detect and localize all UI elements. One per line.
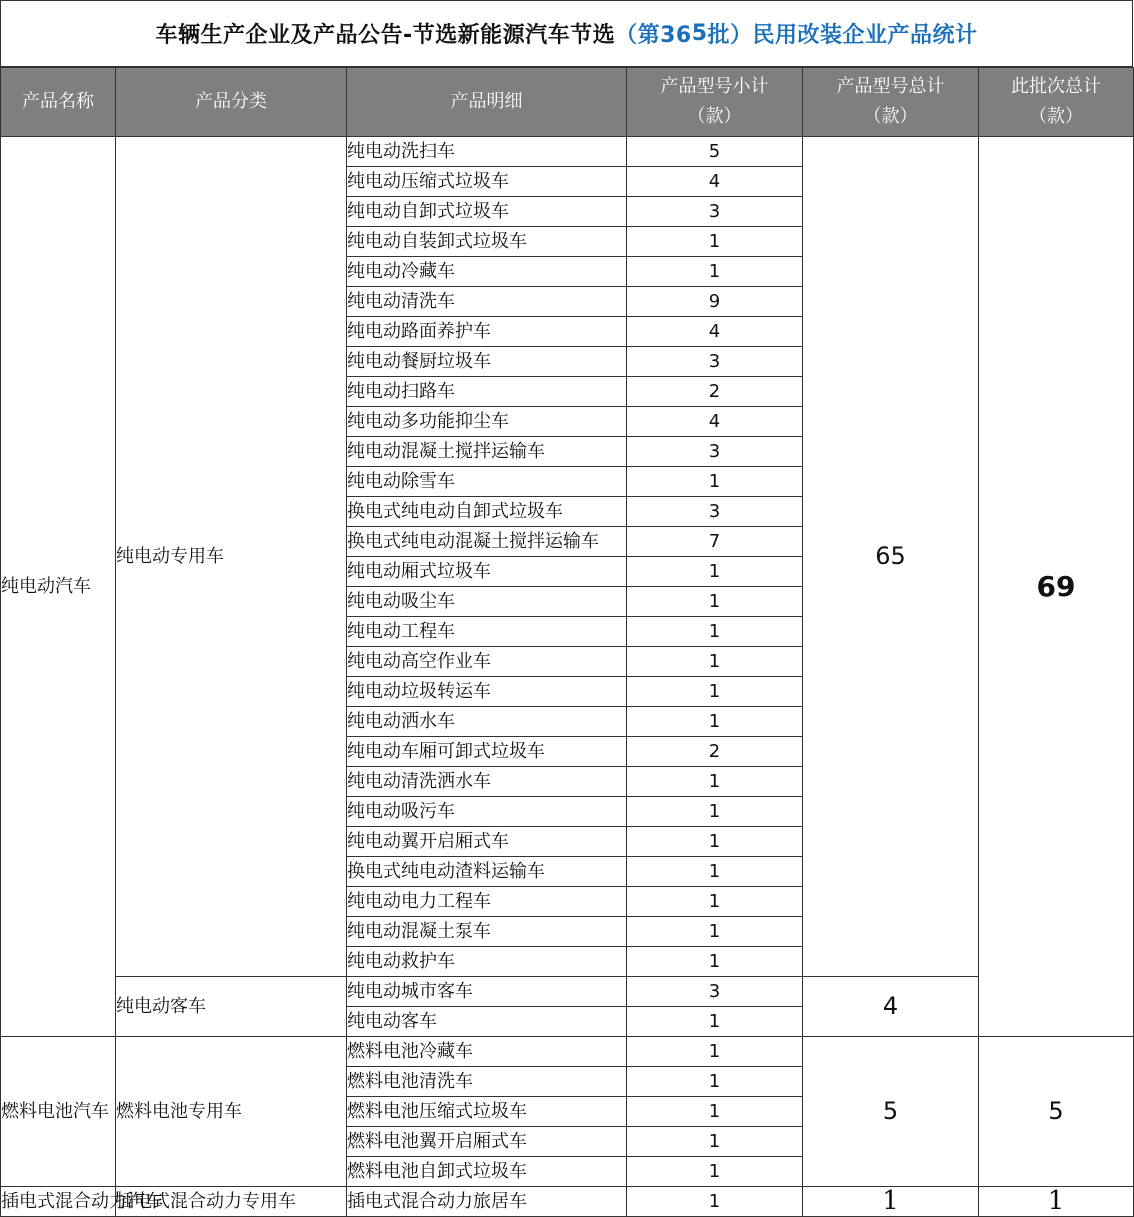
subtotal-cell: 1 xyxy=(627,647,803,677)
batch-total-cell: 1 xyxy=(979,1187,1134,1217)
product-detail-cell: 纯电动吸污车 xyxy=(347,797,627,827)
product-detail-cell: 燃料电池清洗车 xyxy=(347,1067,627,1097)
product-detail-cell: 纯电动垃圾转运车 xyxy=(347,677,627,707)
product-detail-cell: 纯电动厢式垃圾车 xyxy=(347,557,627,587)
subtotal-cell: 1 xyxy=(627,1187,803,1217)
product-detail-cell: 纯电动电力工程车 xyxy=(347,887,627,917)
product-category-cell: 纯电动专用车 xyxy=(116,137,347,977)
page-title xyxy=(0,0,1133,67)
product-detail-cell: 插电式混合动力旅居车 xyxy=(347,1187,627,1217)
model-total-cell: 65 xyxy=(803,137,979,977)
product-detail-cell: 纯电动车厢可卸式垃圾车 xyxy=(347,737,627,767)
table-row xyxy=(1,1187,1134,1217)
table-row xyxy=(1,977,1134,1007)
title-batch-number: 5 xyxy=(691,21,708,46)
header-subtotal-line1: 产品型号小计 xyxy=(660,76,769,97)
subtotal-cell: 1 xyxy=(627,617,803,647)
product-detail-cell: 纯电动餐厨垃圾车 xyxy=(347,347,627,377)
header-batch-line2: （款） xyxy=(1029,106,1083,127)
header-batch-line1: 此批次总计 xyxy=(1011,76,1101,97)
statistics-table xyxy=(0,67,1134,1217)
subtotal-cell: 1 xyxy=(627,1037,803,1067)
product-name-cell: 燃料电池汽车 xyxy=(1,1037,116,1187)
product-detail-cell: 燃料电池压缩式垃圾车 xyxy=(347,1097,627,1127)
header-product-detail: 产品明细 xyxy=(347,68,627,137)
subtotal-cell: 4 xyxy=(627,167,803,197)
subtotal-cell: 1 xyxy=(627,1067,803,1097)
product-detail-cell: 纯电动翼开启厢式车 xyxy=(347,827,627,857)
product-detail-cell: 纯电动清洗洒水车 xyxy=(347,767,627,797)
product-detail-cell: 纯电动工程车 xyxy=(347,617,627,647)
subtotal-cell: 1 xyxy=(627,1157,803,1187)
subtotal-cell: 1 xyxy=(627,917,803,947)
model-total-cell: 5 xyxy=(803,1037,979,1187)
header-total xyxy=(803,68,979,137)
subtotal-cell: 1 xyxy=(627,947,803,977)
subtotal-cell: 3 xyxy=(627,497,803,527)
batch-total-cell: 69 xyxy=(979,137,1134,1037)
product-detail-cell: 纯电动路面养护车 xyxy=(347,317,627,347)
header-product-category: 产品分类 xyxy=(116,68,347,137)
model-total-cell: 4 xyxy=(803,977,979,1037)
product-detail-cell: 纯电动混凝土搅拌运输车 xyxy=(347,437,627,467)
table-row xyxy=(1,1037,1134,1067)
product-detail-cell: 纯电动自装卸式垃圾车 xyxy=(347,227,627,257)
header-subtotal xyxy=(627,68,803,137)
header-total-line1: 产品型号总计 xyxy=(836,76,945,97)
product-detail-cell: 纯电动客车 xyxy=(347,1007,627,1037)
product-detail-cell: 纯电动扫路车 xyxy=(347,377,627,407)
subtotal-cell: 4 xyxy=(627,407,803,437)
subtotal-cell: 1 xyxy=(627,857,803,887)
product-category-cell: 插电式混合动力专用车 xyxy=(116,1187,347,1217)
subtotal-cell: 1 xyxy=(627,677,803,707)
product-detail-cell: 纯电动冷藏车 xyxy=(347,257,627,287)
table-row xyxy=(1,137,1134,167)
product-detail-cell: 燃料电池翼开启厢式车 xyxy=(347,1127,627,1157)
product-detail-cell: 纯电动清洗车 xyxy=(347,287,627,317)
subtotal-cell: 3 xyxy=(627,197,803,227)
subtotal-cell: 7 xyxy=(627,527,803,557)
product-detail-cell: 换电式纯电动渣料运输车 xyxy=(347,857,627,887)
product-category-cell: 纯电动客车 xyxy=(116,977,347,1037)
title-batch-prefix: （第36 xyxy=(615,23,692,48)
product-name-cell: 插电式混合动力汽车 xyxy=(1,1187,116,1217)
product-detail-cell: 燃料电池自卸式垃圾车 xyxy=(347,1157,627,1187)
product-detail-cell: 纯电动洒水车 xyxy=(347,707,627,737)
subtotal-cell: 1 xyxy=(627,887,803,917)
subtotal-cell: 2 xyxy=(627,377,803,407)
subtotal-cell: 3 xyxy=(627,437,803,467)
subtotal-cell: 1 xyxy=(627,257,803,287)
batch-total-cell: 5 xyxy=(979,1037,1134,1187)
product-detail-cell: 纯电动多功能抑尘车 xyxy=(347,407,627,437)
subtotal-cell: 3 xyxy=(627,977,803,1007)
subtotal-cell: 9 xyxy=(627,287,803,317)
subtotal-cell: 1 xyxy=(627,707,803,737)
header-total-line2: （款） xyxy=(863,106,918,127)
product-detail-cell: 燃料电池冷藏车 xyxy=(347,1037,627,1067)
model-total-cell: 1 xyxy=(803,1187,979,1217)
subtotal-cell: 1 xyxy=(627,557,803,587)
header-subtotal-line2: （款） xyxy=(687,106,742,127)
subtotal-cell: 4 xyxy=(627,317,803,347)
subtotal-cell: 1 xyxy=(627,587,803,617)
product-detail-cell: 纯电动除雪车 xyxy=(347,467,627,497)
title-main: 车辆生产企业及产品公告-节选新能源汽车节选 xyxy=(155,23,616,48)
title-batch-suffix: 批）民用改装企业产品统计 xyxy=(707,23,978,48)
subtotal-cell: 5 xyxy=(627,137,803,167)
table-body xyxy=(1,137,1134,1217)
header-product-name: 产品名称 xyxy=(1,68,116,137)
subtotal-cell: 3 xyxy=(627,347,803,377)
product-category-cell: 燃料电池专用车 xyxy=(116,1037,347,1187)
subtotal-cell: 2 xyxy=(627,737,803,767)
subtotal-cell: 1 xyxy=(627,797,803,827)
product-detail-cell: 纯电动救护车 xyxy=(347,947,627,977)
product-detail-cell: 纯电动混凝土泵车 xyxy=(347,917,627,947)
subtotal-cell: 1 xyxy=(627,1127,803,1157)
product-name-cell: 纯电动汽车 xyxy=(1,137,116,1037)
header-batch-total xyxy=(979,68,1134,137)
product-detail-cell: 换电式纯电动混凝土搅拌运输车 xyxy=(347,527,627,557)
subtotal-cell: 1 xyxy=(627,227,803,257)
subtotal-cell: 1 xyxy=(627,1007,803,1037)
product-detail-cell: 纯电动城市客车 xyxy=(347,977,627,1007)
subtotal-cell: 1 xyxy=(627,827,803,857)
product-detail-cell: 纯电动压缩式垃圾车 xyxy=(347,167,627,197)
product-detail-cell: 纯电动高空作业车 xyxy=(347,647,627,677)
product-detail-cell: 纯电动自卸式垃圾车 xyxy=(347,197,627,227)
subtotal-cell: 1 xyxy=(627,1097,803,1127)
product-detail-cell: 换电式纯电动自卸式垃圾车 xyxy=(347,497,627,527)
product-detail-cell: 纯电动洗扫车 xyxy=(347,137,627,167)
subtotal-cell: 1 xyxy=(627,767,803,797)
product-detail-cell: 纯电动吸尘车 xyxy=(347,587,627,617)
subtotal-cell: 1 xyxy=(627,467,803,497)
header-row xyxy=(1,68,1134,137)
